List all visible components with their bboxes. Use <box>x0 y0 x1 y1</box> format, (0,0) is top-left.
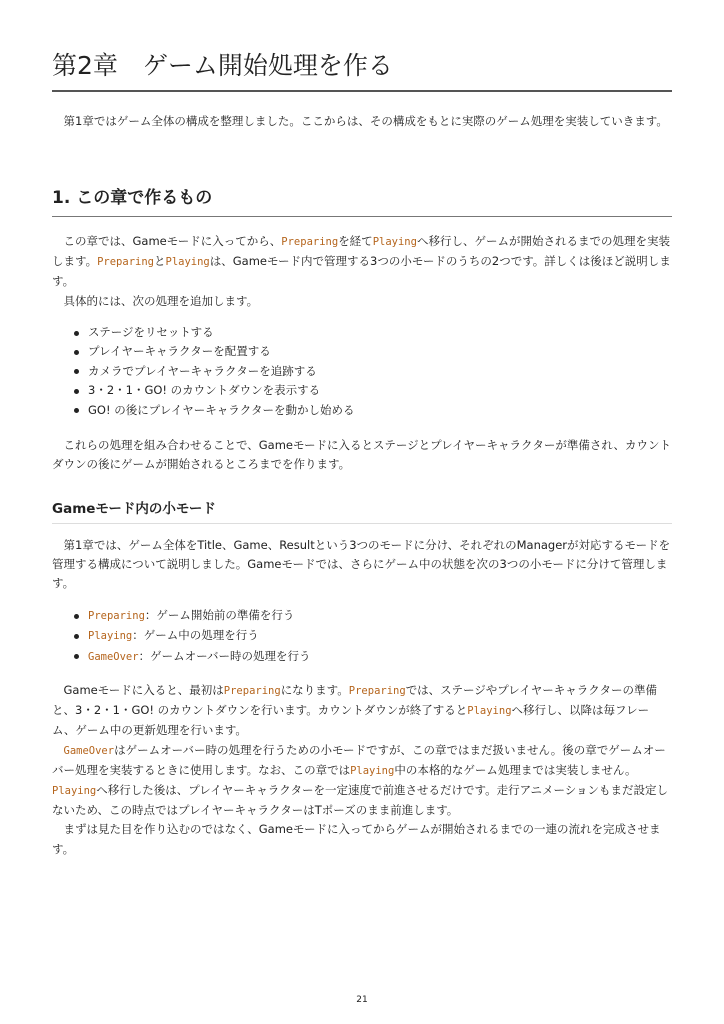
inline-code: Preparing <box>348 685 406 697</box>
section1-paragraph-2: 具体的には、次の処理を追加します。 <box>63 293 259 308</box>
subsection-paragraph-4: まずは見た目を作り込むのではなく、Gameモードに入ってからゲームが開始されるまでの一連の流れを完成させます。 <box>52 822 661 856</box>
section-heading: 1. この章で作るもの <box>52 186 672 217</box>
list-item: カメラでプレイヤーキャラクターを追跡する <box>88 362 672 381</box>
chapter-title: 第2章 ゲーム開始処理を作る <box>52 50 672 92</box>
inline-code: Preparing <box>88 610 145 622</box>
intro-text: 第1章ではゲーム全体の構成を整理しました。ここからは、その構成をもとに実際のゲーム処理を実装していきます。 <box>63 114 668 128</box>
intro-paragraph <box>52 112 672 131</box>
inline-code: Preparing <box>281 236 339 248</box>
list-item: プレイヤーキャラクターを配置する <box>88 342 672 361</box>
subsection-paragraph-1-block <box>52 536 672 594</box>
inline-code: Preparing <box>223 685 281 697</box>
inline-code: GameOver <box>88 650 139 663</box>
list-item: GO! の後にプレイヤーキャラクターを動かし始める <box>88 401 672 420</box>
inline-code: Playing <box>467 705 512 718</box>
inline-code: Playing <box>88 630 133 643</box>
submode-list <box>52 606 672 667</box>
subsection-heading: Gameモード内の小モード <box>52 499 672 524</box>
section1-paragraph-1: この章では、Gameモードに入ってから、Preparingを経てPlayingへ移行し、ゲームが開始されるまでの処理を実装します。PreparingとPlayingは、Gameモード内で管理する3つの小モードのうちの2つです。詳しくは後ほど説明します。 <box>52 234 671 289</box>
inline-code: GameOver <box>63 744 115 757</box>
list-item: Preparing：ゲーム開始前の準備を行う <box>88 606 672 626</box>
subsection-paragraph-3: GameOverはゲームオーバー時の処理を行うための小モードですが、この章ではまだ扱いません。後の章でゲームオーバー処理を実装するときに使用します。なお、この章ではPlaying中の本格的なゲーム処理までは実装しません。Playingへ移行した後は、プレイヤーキャラクターを一定速度で前進させるだけです。走行アニメーションもまだ設定しないため、この時点ではプレイヤーキャラクターはTポーズのまま前進します。 <box>52 742 669 818</box>
list-item: GameOver：ゲームオーバー時の処理を行う <box>88 647 672 667</box>
list-item: Playing：ゲーム中の処理を行う <box>88 626 672 646</box>
list-item: 3・2・1・GO! のカウントダウンを表示する <box>88 381 672 400</box>
subsection-paragraph-2: Gameモードに入ると、最初はPreparingになります。Preparingでは、ステージやプレイヤーキャラクターの準備と、3・2・1・GO! のカウントダウンを行います。カウントダウンが終了するとPlayingへ移行し、以降は毎フレーム、ゲーム中の更新処理を行います。 <box>52 683 657 738</box>
section1-paragraph-3-block <box>52 436 672 474</box>
section1-list <box>52 323 672 420</box>
inline-code: Playing <box>372 236 417 248</box>
section1-body <box>52 232 672 311</box>
inline-code: Playing <box>165 256 210 269</box>
page-number: 21 <box>356 995 368 1005</box>
section1-paragraph-3: これらの処理を組み合わせることで、Gameモードに入るとステージとプレイヤーキャラクターが準備され、カウントダウンの後にゲームが開始されるところまでを作ります。 <box>52 438 672 472</box>
subsection-body <box>52 681 672 859</box>
list-item: ステージをリセットする <box>88 323 672 342</box>
subsection-paragraph-1: 第1章では、ゲーム全体をTitle、Game、Resultという3つのモードに分け、それぞれのManagerが対応するモードを管理する構成について説明しました。Gameモードでは、さらにゲーム中の状態を次の3つの小モードに分けて管理します。 <box>52 538 671 591</box>
inline-code: Playing <box>350 764 395 777</box>
inline-code: Playing <box>52 785 97 798</box>
inline-code: Preparing <box>97 256 154 269</box>
